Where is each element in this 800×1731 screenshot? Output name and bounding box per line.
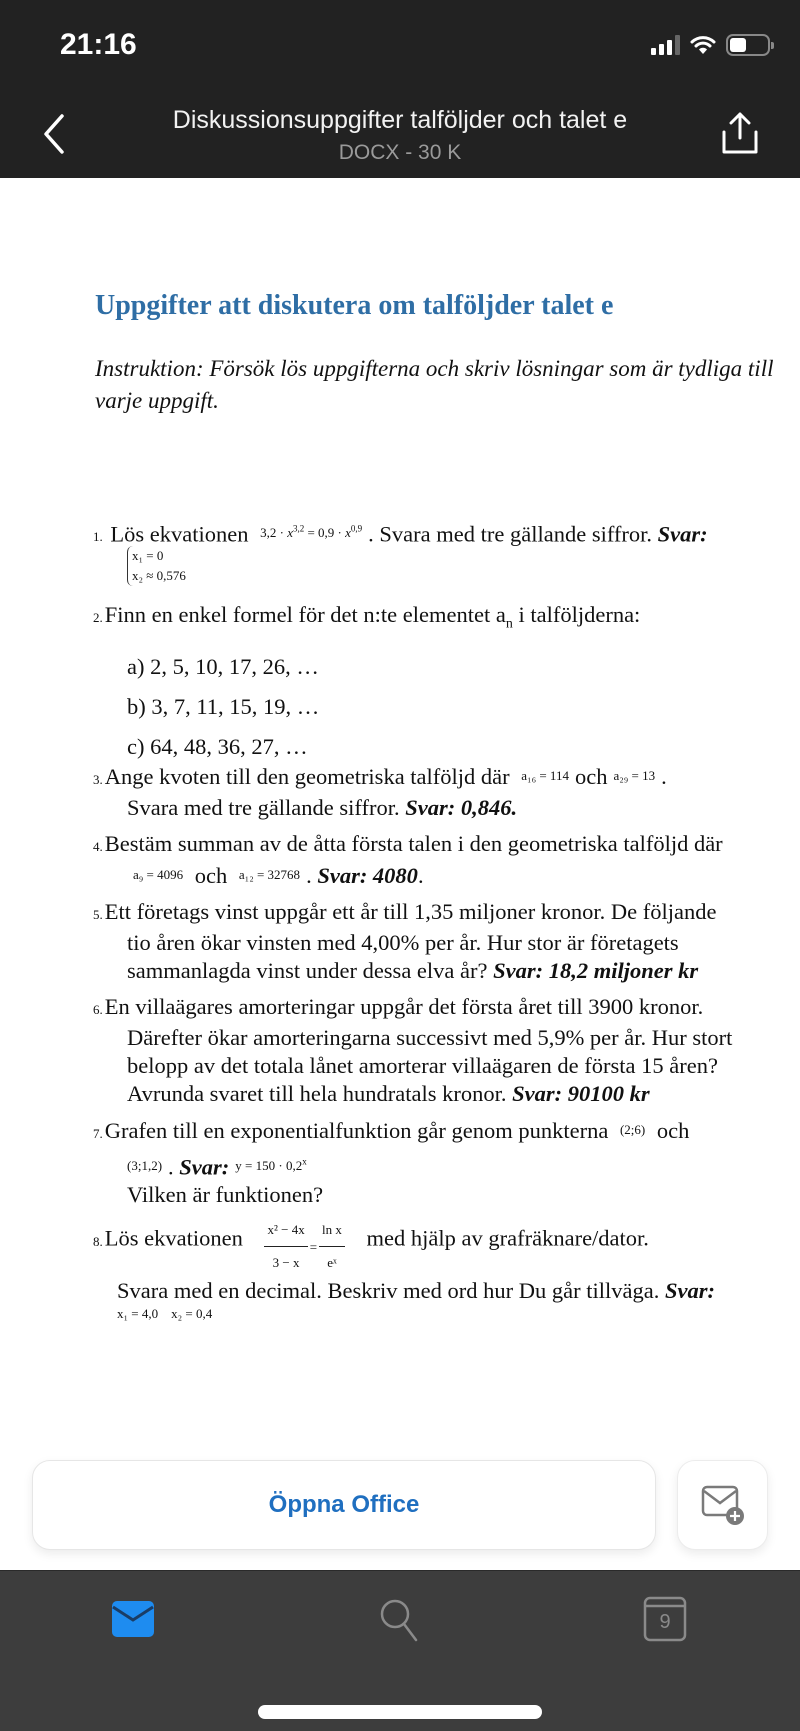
status-icons [651, 34, 770, 56]
answer: Svar: 4080 [317, 863, 418, 888]
signal-icon [651, 35, 680, 55]
task-text: Finn en enkel formel för det n:te elementet a [104, 602, 506, 627]
task-text: Ange kvoten till den geometriska talföljd där [104, 764, 510, 789]
task-8: 8.Lös ekvationen $\frac{\text{x² − 4x}}{3 - x}$ = $\frac{\text{ln x}}{\text{eˣ}}$ med hjälp av grafräknare/dator. Svara med en decimal. Beskriv med ord hur Du går tillväga. Svar: x₁ = 4,0 x₂ = 0,4 [93, 1216, 793, 1323]
task-3: 3.Ange kvoten till den geometriska talföljd där a₁₆ = 114 och a₂₉ = 13 . Svara med tre gällande siffror. Svar: 0,846. [93, 764, 667, 820]
calendar-day: 9 [659, 1611, 671, 1633]
mail-add-button[interactable] [677, 1460, 768, 1550]
document-meta: DOCX - 30 K [338, 141, 462, 164]
task-text: Bestäm summan av de åtta första talen i den geometriska talföljd där [104, 831, 723, 856]
task-number: 1. [93, 529, 103, 545]
task-equation: $3,2 \cdot x^{3,2} = 0,9 \cdot x^{0,9}$ [260, 524, 363, 541]
answer-label: Svar: [664, 1278, 715, 1303]
task-2: 2.Finn en enkel formel för det n:te elementet $a_n$ i talföljderna: a) 2, 5, 10, 17, 26, … b) 3, 7, 11, 15, 19, … c) 64, 48, 36, 27, … [93, 601, 793, 767]
mail-icon [111, 1600, 155, 1638]
mail-add-icon [700, 1484, 746, 1526]
answer: x₁ = 4,0 x₂ = 0,4 [117, 1306, 213, 1321]
task-7: 7.Grafen till en exponentialfunktion går genom punkterna (2;6) och (3;1,2) . Svar: $y = 150 \cdot 0,2^x$ Vilken är funktionen? [93, 1118, 690, 1208]
home-indicator [258, 1705, 542, 1719]
task-text: Grafen till en exponentialfunktion går genom punkterna [104, 1118, 609, 1143]
task-equation: $\frac{\text{x² − 4x}}{3 - x}$ = $\frac{\text{ln x}}{\text{eˣ}}$ [262, 1216, 346, 1277]
wifi-icon [690, 35, 716, 55]
tab-search[interactable] [370, 1589, 430, 1649]
task-text: Lös ekvationen [104, 1225, 243, 1251]
task-number: 8. [93, 1233, 103, 1249]
answer-label: Svar: [179, 1154, 230, 1180]
doc-heading: Uppgifter att diskutera om talföljder talet e [95, 290, 614, 321]
task-text: Ett företags vinst uppgår ett år till 1,35 miljoner kronor. De följande [104, 899, 717, 924]
task-text: Lös ekvationen [110, 521, 249, 547]
task-number: 5. [93, 907, 103, 922]
tab-mail[interactable] [103, 1589, 163, 1649]
task-1: 1. Lös ekvationen $3,2 \cdot x^{3,2} = 0,9 \cdot x^{0,9}$ . Svara med tre gällande siffror. Svar: [93, 521, 708, 547]
open-office-button[interactable]: Öppna Office [32, 1460, 656, 1550]
task-5: 5.Ett företags vinst uppgår ett år till 1,35 miljoner kronor. De följande tio åren ökar vinsten med 4,00% per år. Hur stor är företagets sammanlagda vinst under dessa elva år? Svar: 18,2 miljoner kr [93, 899, 717, 983]
search-icon [376, 1595, 424, 1643]
sequence-c: c) 64, 48, 36, 27, … [127, 733, 308, 759]
answer: Svar: 90100 kr [512, 1081, 650, 1106]
task-number: 4. [93, 839, 103, 854]
answer: Svar: 18,2 miljoner kr [493, 958, 699, 983]
top-bar [0, 0, 800, 178]
sequence-b: b) 3, 7, 11, 15, 19, … [127, 693, 320, 719]
tab-calendar[interactable] [635, 1589, 695, 1649]
task-1-answer: x₁ = 0 x₂ ≈ 0,576 [127, 546, 186, 586]
back-button[interactable] [38, 112, 68, 156]
battery-icon [726, 34, 770, 56]
task-4: 4.Bestäm summan av de åtta första talen i den geometriska talföljd där a₉ = 4096 och a₁₂ = 32768 . Svar: 4080. [93, 831, 723, 888]
task-number: 2. [93, 610, 103, 625]
share-button[interactable] [720, 110, 760, 156]
task-number: 7. [93, 1126, 103, 1141]
answer-label: Svar: [657, 521, 708, 547]
task-number: 3. [93, 772, 103, 787]
answer: $y = 150 \cdot 0,2^x$ [235, 1157, 307, 1174]
task-6: 6.En villaägares amorteringar uppgår det första året till 3900 kronor. Därefter ökar amorteringarna successivt med 5,9% per år. Hur stort belopp av det totala lånet amorterar villaägaren de första 15 åren? Avrunda svaret till hela hundratals kronor. Svar: 90100 kr [93, 994, 733, 1106]
doc-instruction: Instruktion: Försök lös uppgifterna och skriv lösningar som är tydliga till varje uppgift. [95, 356, 774, 413]
sequence-a: a) 2, 5, 10, 17, 26, … [127, 653, 319, 679]
status-time: 21:16 [60, 28, 137, 61]
task-text: En villaägares amorteringar uppgår det första året till 3900 kronor. [104, 994, 704, 1019]
document-title: Diskussionsuppgifter talföljder och talet e [172, 106, 628, 134]
answer: Svar: 0,846. [405, 795, 518, 820]
document-preview [0, 178, 800, 1458]
task-number: 6. [93, 1002, 103, 1017]
